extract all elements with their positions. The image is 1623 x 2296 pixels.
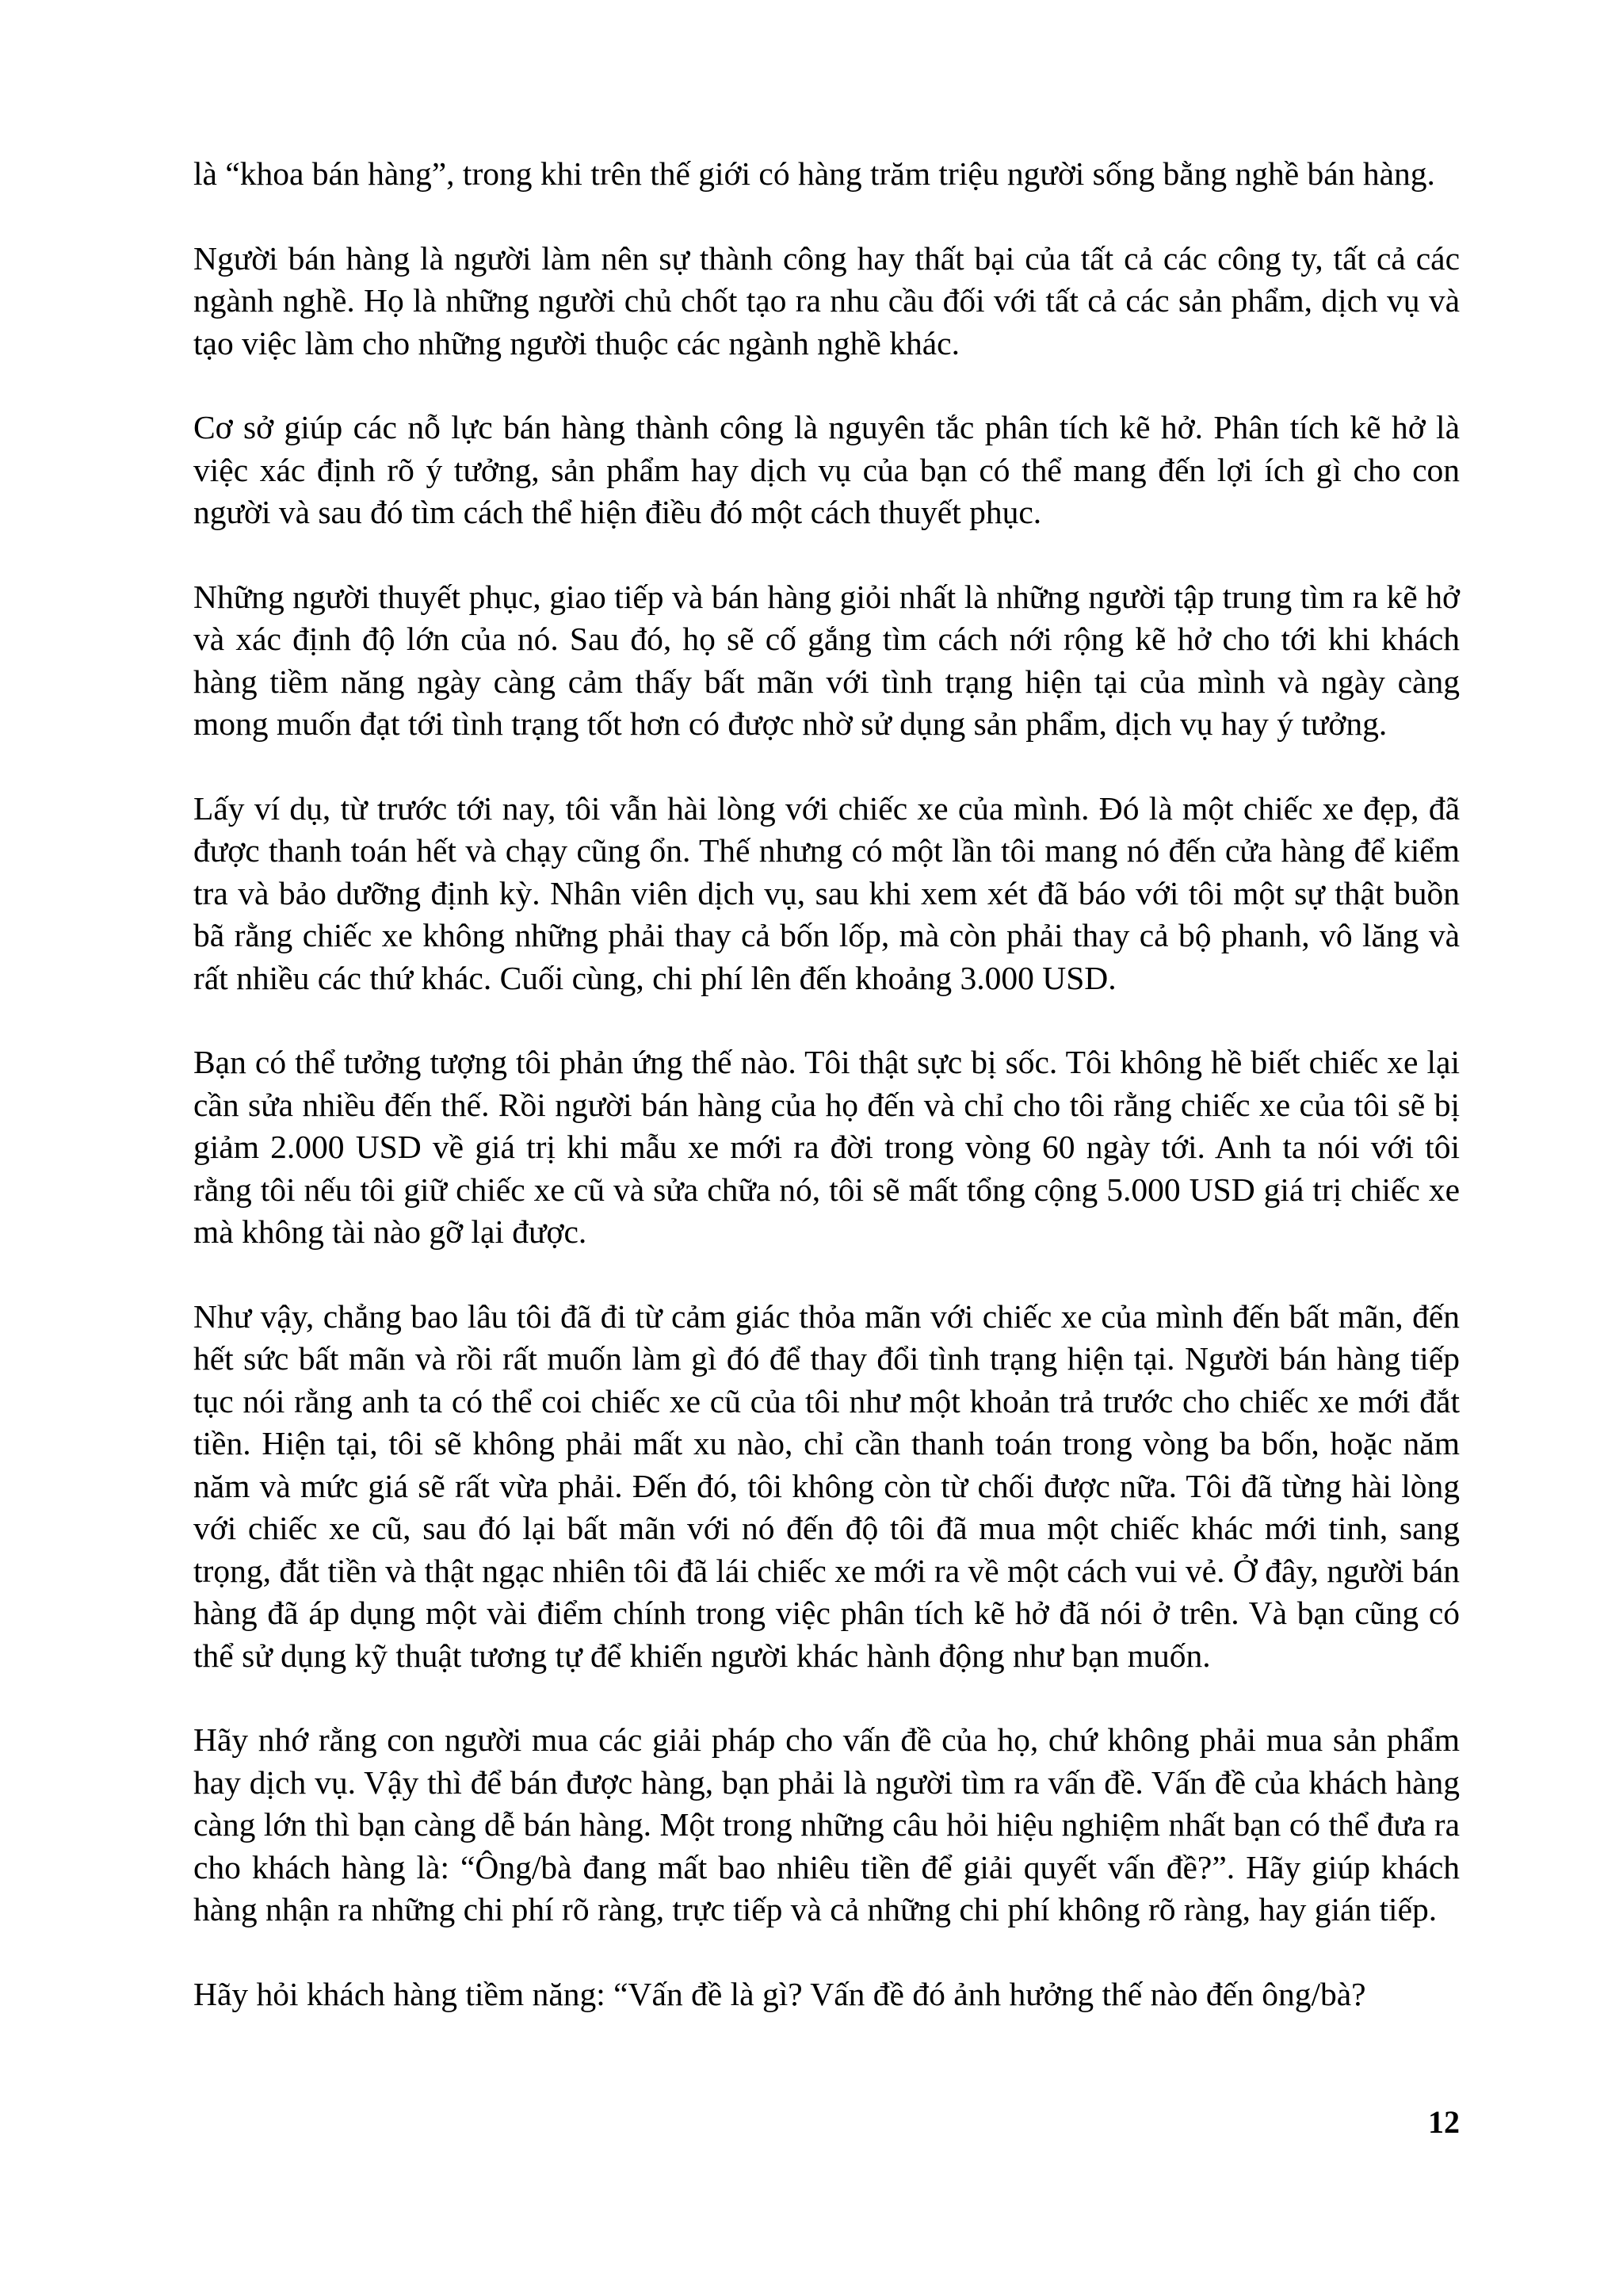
paragraph: Hãy nhớ rằng con người mua các giải pháp cho vấn đề của họ, chứ không phải mua sản phẩm hay dịch vụ. Vậy thì để bán được hàng, bạn phải là người tìm ra vấn đề. Vấn đề của khách hàng càng lớn thì bạn càng dễ bán hàng. Một trong những câu hỏi hiệu nghiệm nhất bạn có thể đưa ra cho khách hàng là: “Ông/bà đang mất bao nhiêu tiền để giải quyết vấn đề?”. Hãy giúp khách hàng nhận ra những chi phí rõ ràng, trực tiếp và cả những chi phí không rõ ràng, hay gián tiếp. — [193, 1721, 1460, 1927]
body-text — [193, 153, 1460, 2015]
paragraph: là “khoa bán hàng”, trong khi trên thế giới có hàng trăm triệu người sống bằng nghề bán hàng. — [193, 155, 1435, 192]
paragraph: Những người thuyết phục, giao tiếp và bán hàng giỏi nhất là những người tập trung tìm ra kẽ hở và xác định độ lớn của nó. Sau đó, họ sẽ cố gắng tìm cách nới rộng kẽ hở cho tới khi khách hàng tiềm năng ngày càng cảm thấy bất mãn với tình trạng hiện tại của mình và ngày càng mong muốn đạt tới tình trạng tốt hơn có được nhờ sử dụng sản phẩm, dịch vụ hay ý tưởng. — [193, 578, 1460, 742]
paragraph: Người bán hàng là người làm nên sự thành công hay thất bại của tất cả các công ty, tất cả các ngành nghề. Họ là những người chủ chốt tạo ra nhu cầu đối với tất cả các sản phẩm, dịch vụ và tạo việc làm cho những người thuộc các ngành nghề khác. — [193, 239, 1460, 361]
paragraph: Cơ sở giúp các nỗ lực bán hàng thành công là nguyên tắc phân tích kẽ hở. Phân tích kẽ hở là việc xác định rõ ý tưởng, sản phẩm hay dịch vụ của bạn có thể mang đến lợi ích gì cho con người và sau đó tìm cách thể hiện điều đó một cách thuyết phục. — [193, 409, 1460, 530]
paragraph: Lấy ví dụ, từ trước tới nay, tôi vẫn hài lòng với chiếc xe của mình. Đó là một chiếc xe đẹp, đã được thanh toán hết và chạy cũng ổn. Thế nhưng có một lần tôi mang nó đến cửa hàng để kiểm tra và bảo dưỡng định kỳ. Nhân viên dịch vụ, sau khi xem xét đã báo với tôi một sự thật buồn bã rằng chiếc xe không những phải thay cả bốn lốp, mà còn phải thay cả bộ phanh, vô lăng và rất nhiều các thứ khác. Cuối cùng, chi phí lên đến khoảng 3.000 USD. — [193, 789, 1460, 996]
paragraph: Bạn có thể tưởng tượng tôi phản ứng thế nào. Tôi thật sực bị sốc. Tôi không hề biết chiếc xe lại cần sửa nhiều đến thế. Rồi người bán hàng của họ đến và chỉ cho tôi rằng chiếc xe của tôi sẽ bị giảm 2.000 USD về giá trị khi mẫu xe mới ra đời trong vòng 60 ngày tới. Anh ta nói với tôi rằng tôi nếu tôi giữ chiếc xe cũ và sửa chữa nó, tôi sẽ mất tổng cộng 5.000 USD giá trị chiếc xe mà không tài nào gỡ lại được. — [193, 1044, 1460, 1250]
paragraph: Hãy hỏi khách hàng tiềm năng: “Vấn đề là gì? Vấn đề đó ảnh hưởng thế nào đến ông/bà? — [193, 1975, 1366, 2012]
page-number: 12 — [1428, 2104, 1460, 2140]
paragraph: Như vậy, chẳng bao lâu tôi đã đi từ cảm giác thỏa mãn với chiếc xe của mình đến bất mãn, đến hết sức bất mãn và rồi rất muốn làm gì đó để thay đổi tình trạng hiện tại. Người bán hàng tiếp tục nói rằng anh ta có thể coi chiếc xe cũ của tôi như một khoản trả trước cho chiếc xe mới đắt tiền. Hiện tại, tôi sẽ không phải mất xu nào, chỉ cần thanh toán trong vòng ba bốn, hoặc năm năm và mức giá sẽ rất vừa phải. Đến đó, tôi không còn từ chối được nữa. Tôi đã từng hài lòng với chiếc xe cũ, sau đó lại bất mãn với nó đến độ tôi đã mua một chiếc khác mới tinh, sang trọng, đắt tiền và thật ngạc nhiên tôi đã lái chiếc xe mới ra về một cách vui vẻ. Ở đây, người bán hàng đã áp dụng một vài điểm chính trong việc phân tích kẽ hở đã nói ở trên. Và bạn cũng có thể sử dụng kỹ thuật tương tự để khiến người khác hành động như bạn muốn. — [193, 1297, 1460, 1674]
